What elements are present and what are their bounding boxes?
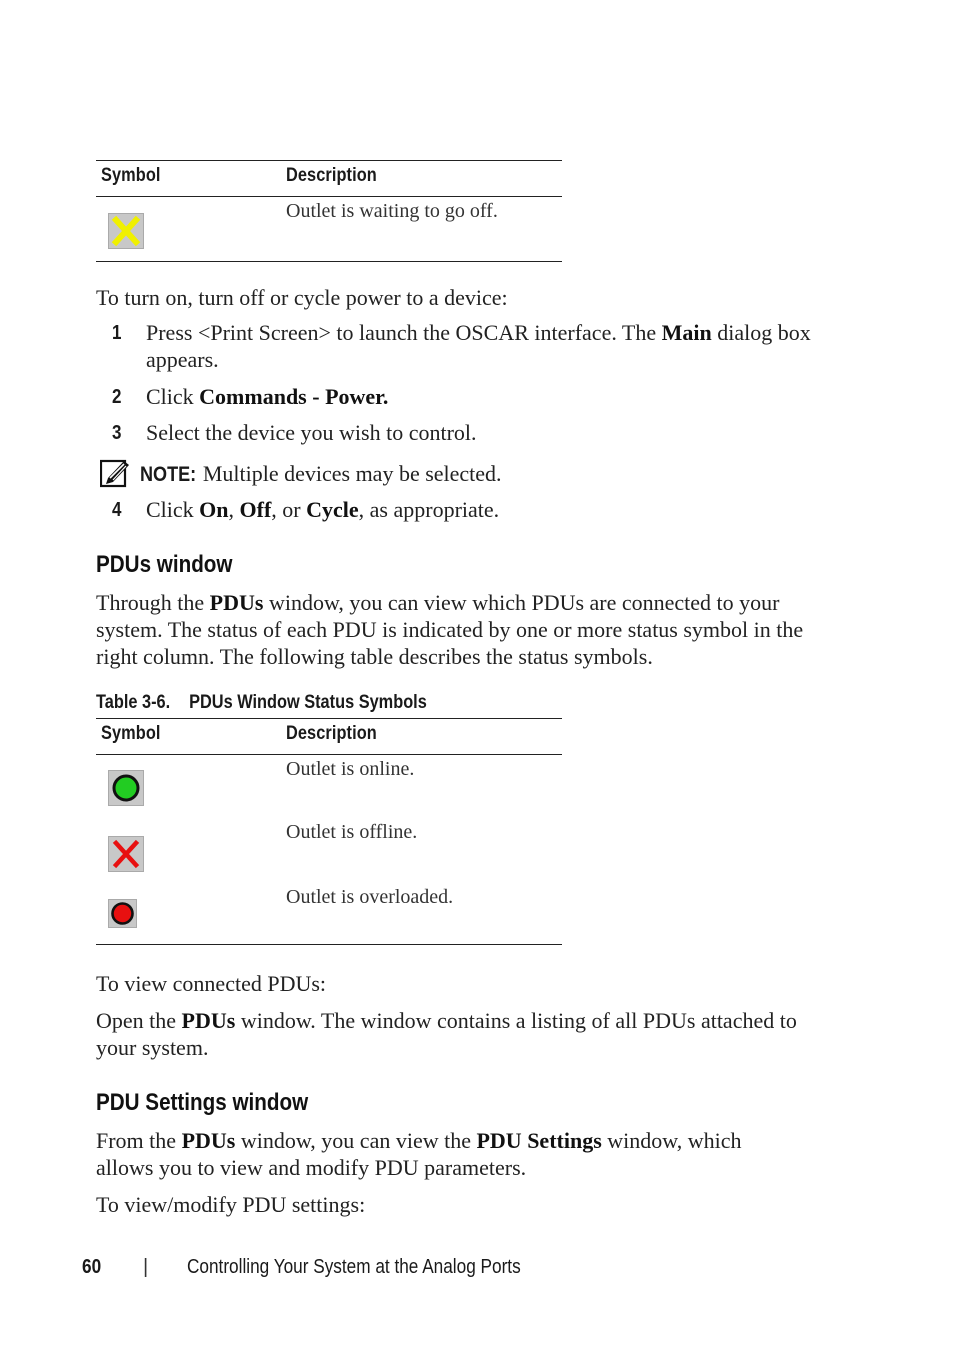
footer-title: Controlling Your System at the Analog Ports	[187, 1256, 521, 1278]
step-4-number: 4	[112, 499, 122, 521]
yellow-x-icon	[108, 213, 144, 249]
pdu-settings-heading: PDU Settings window	[96, 1089, 309, 1116]
table1-header-description: Description	[286, 165, 377, 186]
page-number: 60	[82, 1256, 102, 1278]
table1-bottom-rule	[96, 261, 562, 262]
pdus-window-heading: PDUs window	[96, 551, 233, 578]
step-4-text: Click On, Off, or Cycle, as appropriate.	[146, 497, 500, 522]
view-pdus-paragraph: Open the PDUs window. The window contains a listing of all PDUs attached to your system.	[96, 1008, 797, 1060]
table2-bottom-rule	[96, 944, 562, 945]
table2-top-rule	[96, 718, 562, 719]
table1-header-rule	[96, 196, 562, 197]
red-circle-icon	[108, 899, 137, 928]
step-3-text: Select the device you wish to control.	[146, 420, 477, 445]
table2-header-symbol: Symbol	[101, 723, 161, 744]
table2-row3-description: Outlet is overloaded.	[286, 886, 454, 908]
step-2-text: Click Commands - Power.	[146, 384, 389, 409]
table1-top-rule	[96, 160, 562, 161]
pdu-settings-paragraph: From the PDUs window, you can view the PDU Settings window, which allows you to view and modify PDU parameters.	[96, 1128, 742, 1180]
note-line	[140, 461, 502, 487]
table2-header-description: Description	[286, 723, 377, 744]
table2-header-rule	[96, 754, 562, 755]
view-pdus-intro: To view connected PDUs:	[96, 971, 327, 996]
table2-row1-description: Outlet is online.	[286, 758, 415, 780]
table1-row1-description: Outlet is waiting to go off.	[286, 200, 498, 222]
table1-header-symbol: Symbol	[101, 165, 161, 186]
note-label: NOTE:	[140, 463, 197, 486]
step-1-number: 1	[112, 322, 122, 344]
table2-row2-description: Outlet is offline.	[286, 821, 418, 843]
step-3-number: 3	[112, 422, 122, 444]
red-x-icon	[108, 836, 144, 872]
pdu-settings-outro: To view/modify PDU settings:	[96, 1192, 366, 1217]
step-1-text: Press <Print Screen> to launch the OSCAR interface. The Main dialog box appears.	[146, 320, 811, 372]
intro-text: To turn on, turn off or cycle power to a device:	[96, 285, 508, 310]
pdus-window-paragraph: Through the PDUs window, you can view which PDUs are connected to your system. The status of each PDU is indicated by one or more status symbol in the right column. The following table describes the status symbols.	[96, 590, 804, 669]
pencil-note-icon	[100, 458, 130, 488]
green-circle-icon	[108, 770, 144, 806]
note-text: Multiple devices may be selected.	[197, 461, 502, 486]
step-2-number: 2	[112, 386, 122, 408]
table2-caption: Table 3-6. PDUs Window Status Symbols	[96, 692, 427, 713]
footer-separator: |	[143, 1256, 149, 1278]
